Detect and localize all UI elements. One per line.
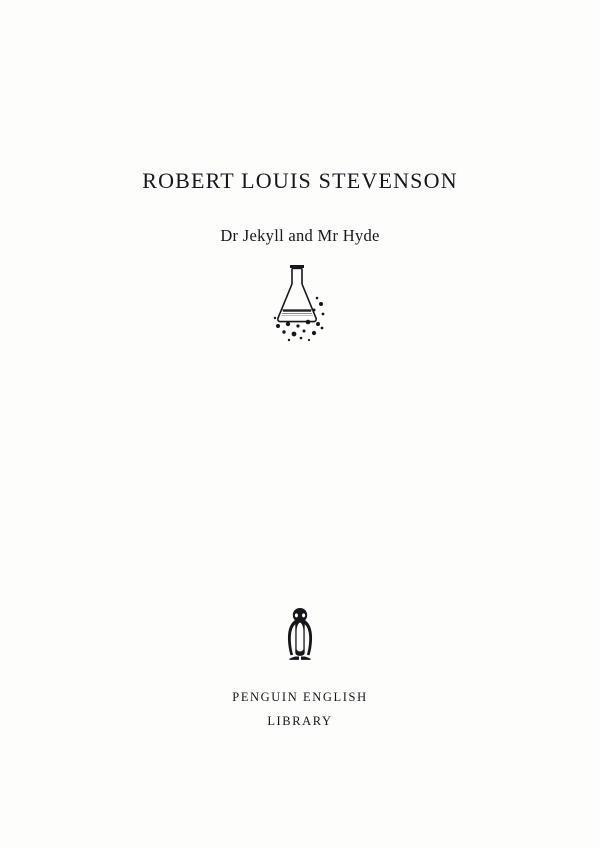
imprint-line-2: LIBRARY <box>267 713 333 728</box>
imprint-line-1: PENGUIN ENGLISH <box>232 690 368 704</box>
conical-flask-with-bubbles-icon <box>260 258 340 363</box>
book-title: Dr Jekyll and Mr Hyde <box>220 226 380 245</box>
illustration-container <box>0 258 600 363</box>
imprint-name <box>0 686 600 734</box>
penguin-icon <box>276 606 324 673</box>
publisher-logo-container <box>0 606 600 673</box>
author-name: ROBERT LOUIS STEVENSON <box>142 168 458 193</box>
